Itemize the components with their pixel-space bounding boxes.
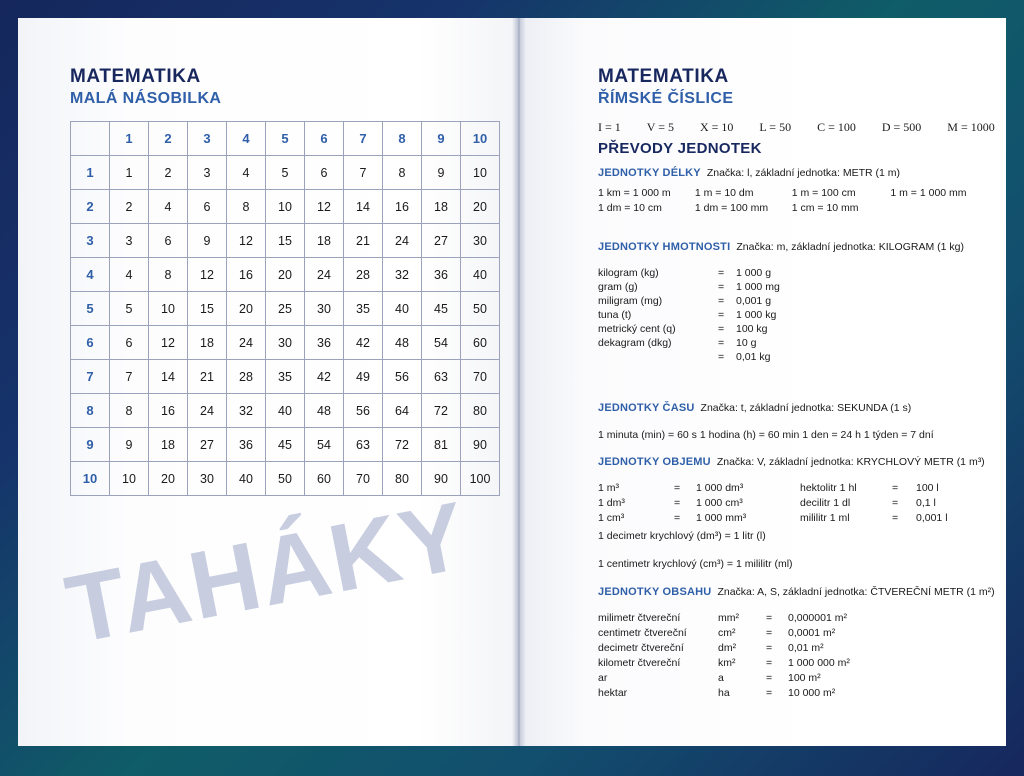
left-page-header — [70, 66, 221, 108]
mass-row — [598, 336, 998, 350]
volume-rows — [598, 481, 998, 572]
row-label: 5 — [71, 292, 110, 326]
table-row — [71, 224, 500, 258]
table-cell: 6 — [305, 156, 344, 190]
mass-value: 1 000 mg — [736, 281, 780, 293]
area-value: 0,01 m² — [788, 642, 824, 654]
table-cell: 5 — [266, 156, 305, 190]
area-value: 100 m² — [788, 672, 821, 684]
table-corner-cell — [71, 122, 110, 156]
length-cell: 1 km = 1 000 m — [598, 187, 671, 199]
mass-note: Značka: m, základní jednotka: KILOGRAM (1 kg) — [736, 241, 964, 253]
mass-equals: = — [718, 337, 725, 349]
table-header-row — [71, 122, 500, 156]
mass-row — [598, 266, 998, 280]
volume-row — [598, 481, 998, 496]
mass-equals: = — [718, 281, 725, 293]
length-block — [598, 166, 998, 216]
roman-numeral: D = 500 — [881, 120, 922, 134]
table-cell: 16 — [149, 394, 188, 428]
left-page — [18, 18, 518, 746]
volume-block — [598, 455, 998, 572]
table-cell: 63 — [422, 360, 461, 394]
roman-numeral: I = 1 — [598, 120, 621, 134]
left-page-subtitle: MALÁ NÁSOBILKA — [70, 90, 222, 107]
mass-value: 1 000 g — [736, 267, 772, 279]
area-unit-symbol: ha — [718, 687, 730, 699]
mass-value: 100 kg — [736, 323, 768, 335]
area-equals: = — [766, 687, 773, 699]
area-unit-symbol: km² — [718, 657, 736, 669]
length-cell: 1 dm = 10 cm — [598, 202, 662, 214]
table-cell: 24 — [188, 394, 227, 428]
table-cell: 50 — [266, 462, 305, 496]
table-cell: 8 — [110, 394, 149, 428]
mass-row — [598, 322, 998, 336]
table-cell: 80 — [461, 394, 500, 428]
row-label: 7 — [71, 360, 110, 394]
area-unit-symbol: cm² — [718, 627, 736, 639]
table-cell: 24 — [305, 258, 344, 292]
volume-equals-2: = — [892, 497, 899, 509]
table-cell: 9 — [188, 224, 227, 258]
area-value: 0,000001 m² — [788, 612, 847, 624]
table-cell: 20 — [461, 190, 500, 224]
table-cell: 18 — [422, 190, 461, 224]
table-cell: 7 — [110, 360, 149, 394]
area-equals: = — [766, 612, 773, 624]
area-value: 10 000 m² — [788, 687, 836, 699]
mass-row — [598, 308, 998, 322]
table-cell: 1 — [110, 156, 149, 190]
mass-heading-row — [598, 240, 998, 254]
table-cell: 80 — [383, 462, 422, 496]
area-unit-name: kilometr čtvereční — [598, 657, 681, 669]
table-header-cell: 7 — [344, 122, 383, 156]
mass-rows — [598, 266, 998, 364]
table-cell: 3 — [188, 156, 227, 190]
table-cell: 6 — [188, 190, 227, 224]
table-cell: 32 — [383, 258, 422, 292]
table-cell: 72 — [422, 394, 461, 428]
mass-value: 0,001 g — [736, 295, 772, 307]
mass-unit: miligram (mg) — [598, 295, 663, 307]
table-cell: 40 — [266, 394, 305, 428]
table-cell: 9 — [110, 428, 149, 462]
table-cell: 4 — [149, 190, 188, 224]
table-cell: 18 — [188, 326, 227, 360]
table-cell: 27 — [188, 428, 227, 462]
table-header-cell: 4 — [227, 122, 266, 156]
row-label: 8 — [71, 394, 110, 428]
table-cell: 40 — [461, 258, 500, 292]
length-heading-row — [598, 166, 998, 180]
table-cell: 8 — [383, 156, 422, 190]
conversions-title: PŘEVODY JEDNOTEK — [598, 140, 762, 157]
table-cell: 8 — [149, 258, 188, 292]
mass-row — [598, 280, 998, 294]
mass-equals: = — [718, 309, 725, 321]
volume-equals-2: = — [892, 482, 899, 494]
roman-numeral: M = 1000 — [947, 120, 995, 134]
table-header-cell: 10 — [461, 122, 500, 156]
table-cell: 15 — [266, 224, 305, 258]
table-cell: 6 — [110, 326, 149, 360]
mass-heading: JEDNOTKY HMOTNOSTI — [598, 241, 731, 253]
table-cell: 14 — [344, 190, 383, 224]
table-cell: 30 — [188, 462, 227, 496]
table-cell: 49 — [344, 360, 383, 394]
table-cell: 20 — [149, 462, 188, 496]
roman-numeral: C = 100 — [817, 120, 856, 134]
page-spread — [18, 18, 1006, 746]
table-cell: 10 — [266, 190, 305, 224]
left-page-title: MATEMATIKA — [70, 66, 201, 87]
table-cell: 8 — [227, 190, 266, 224]
watermark-text: TAHÁKY — [58, 481, 477, 665]
table-row — [71, 190, 500, 224]
length-rows — [598, 186, 998, 216]
length-cell: 1 m = 100 cm — [791, 187, 856, 199]
mass-equals: = — [718, 351, 725, 363]
table-cell: 54 — [305, 428, 344, 462]
row-label: 2 — [71, 190, 110, 224]
mass-block — [598, 240, 998, 364]
area-unit-name: decimetr čtvereční — [598, 642, 684, 654]
table-cell: 63 — [344, 428, 383, 462]
table-cell: 24 — [383, 224, 422, 258]
volume-unit: 1 m³ — [598, 482, 619, 494]
table-cell: 45 — [422, 292, 461, 326]
roman-numeral: X = 10 — [699, 120, 734, 134]
table-cell: 10 — [149, 292, 188, 326]
table-row — [71, 360, 500, 394]
table-cell: 18 — [305, 224, 344, 258]
area-equals: = — [766, 657, 773, 669]
volume-note: Značka: V, základní jednotka: KRYCHLOVÝ METR (1 m³) — [716, 456, 985, 468]
table-header-cell: 2 — [149, 122, 188, 156]
table-cell: 25 — [266, 292, 305, 326]
area-row — [598, 611, 998, 626]
area-block — [598, 585, 998, 701]
table-cell: 36 — [422, 258, 461, 292]
area-row — [598, 626, 998, 641]
mass-unit: dekagram (dkg) — [598, 337, 672, 349]
length-cell: 1 m = 1 000 mm — [890, 187, 967, 199]
mass-row — [598, 350, 998, 364]
table-cell: 35 — [266, 360, 305, 394]
volume-note-line: 1 centimetr krychlový (cm³) = 1 mililitr (ml) — [598, 558, 793, 570]
area-unit-name: hektar — [598, 687, 628, 699]
table-header-cell: 1 — [110, 122, 149, 156]
area-rows — [598, 611, 998, 701]
volume-unit-2: decilitr 1 dl — [800, 497, 851, 509]
area-note: Značka: A, S, základní jednotka: ČTVEREČNÍ METR (1 m²) — [717, 586, 995, 598]
mass-value: 1 000 kg — [736, 309, 777, 321]
area-value: 0,0001 m² — [788, 627, 836, 639]
volume-value: 1 000 mm³ — [696, 512, 747, 524]
time-block — [598, 401, 998, 443]
table-cell: 70 — [461, 360, 500, 394]
volume-value: 1 000 dm³ — [696, 482, 744, 494]
table-cell: 28 — [227, 360, 266, 394]
mass-row — [598, 294, 998, 308]
table-cell: 56 — [383, 360, 422, 394]
table-cell: 54 — [422, 326, 461, 360]
right-page-title: MATEMATIKA — [598, 66, 729, 87]
table-cell: 81 — [422, 428, 461, 462]
volume-note-line: 1 decimetr krychlový (dm³) = 1 litr (l) — [598, 530, 766, 542]
length-note: Značka: l, základní jednotka: METR (1 m) — [706, 167, 900, 179]
table-header-cell: 3 — [188, 122, 227, 156]
area-unit-name: milimetr čtvereční — [598, 612, 681, 624]
table-cell: 64 — [383, 394, 422, 428]
length-heading: JEDNOTKY DÉLKY — [598, 167, 701, 179]
table-cell: 35 — [344, 292, 383, 326]
row-label: 10 — [71, 462, 110, 496]
table-cell: 60 — [305, 462, 344, 496]
mass-unit: metrický cent (q) — [598, 323, 676, 335]
time-heading: JEDNOTKY ČASU — [598, 402, 695, 414]
volume-heading: JEDNOTKY OBJEMU — [598, 456, 711, 468]
table-cell: 90 — [422, 462, 461, 496]
table-cell: 20 — [227, 292, 266, 326]
table-cell: 9 — [422, 156, 461, 190]
table-row — [71, 156, 500, 190]
table-cell: 100 — [461, 462, 500, 496]
area-unit-name: centimetr čtvereční — [598, 627, 687, 639]
table-cell: 2 — [149, 156, 188, 190]
table-cell: 72 — [383, 428, 422, 462]
time-line: 1 minuta (min) = 60 s 1 hodina (h) = 60 min 1 den = 24 h 1 týden = 7 dní — [598, 429, 934, 441]
mass-value: 0,01 kg — [736, 351, 771, 363]
volume-unit: 1 cm³ — [598, 512, 625, 524]
table-cell: 5 — [110, 292, 149, 326]
volume-row — [598, 496, 998, 511]
multiplication-table — [70, 121, 500, 496]
table-cell: 21 — [188, 360, 227, 394]
length-row — [598, 186, 998, 201]
area-unit-symbol: dm² — [718, 642, 737, 654]
volume-unit-2: mililitr 1 ml — [800, 512, 850, 524]
table-cell: 42 — [344, 326, 383, 360]
area-equals: = — [766, 672, 773, 684]
table-row — [71, 292, 500, 326]
table-cell: 2 — [110, 190, 149, 224]
area-unit-symbol: a — [718, 672, 724, 684]
volume-value-2: 0,1 l — [916, 497, 936, 509]
area-heading-row — [598, 585, 998, 599]
length-cell — [890, 201, 998, 216]
area-row — [598, 671, 998, 686]
table-cell: 16 — [383, 190, 422, 224]
table-cell: 18 — [149, 428, 188, 462]
area-row — [598, 656, 998, 671]
volume-heading-row — [598, 455, 998, 469]
area-row — [598, 686, 998, 701]
table-row — [71, 428, 500, 462]
page-gutter-shadow — [512, 18, 526, 746]
length-cell: 1 dm = 100 mm — [694, 202, 769, 214]
area-unit-symbol: mm² — [718, 612, 739, 624]
table-cell: 12 — [149, 326, 188, 360]
volume-value-2: 0,001 l — [916, 512, 948, 524]
roman-numerals-line — [598, 120, 1006, 135]
table-cell: 36 — [305, 326, 344, 360]
table-cell: 40 — [383, 292, 422, 326]
table-cell: 20 — [266, 258, 305, 292]
table-cell: 32 — [227, 394, 266, 428]
table-header-cell: 9 — [422, 122, 461, 156]
mass-unit — [598, 350, 718, 364]
table-cell: 7 — [344, 156, 383, 190]
table-cell: 24 — [227, 326, 266, 360]
volume-row — [598, 511, 998, 526]
table-cell: 12 — [188, 258, 227, 292]
area-equals: = — [766, 642, 773, 654]
table-cell: 30 — [266, 326, 305, 360]
length-cell: 1 m = 10 dm — [694, 187, 754, 199]
table-cell: 50 — [461, 292, 500, 326]
right-page-header — [598, 66, 733, 108]
mass-equals: = — [718, 323, 725, 335]
table-cell: 48 — [305, 394, 344, 428]
table-cell: 90 — [461, 428, 500, 462]
volume-unit: 1 dm³ — [598, 497, 625, 509]
volume-equals-2: = — [892, 512, 899, 524]
row-label: 1 — [71, 156, 110, 190]
volume-value-2: 100 l — [916, 482, 939, 494]
mass-unit: gram (g) — [598, 281, 638, 293]
table-row — [71, 326, 500, 360]
table-cell: 6 — [149, 224, 188, 258]
roman-numeral: L = 50 — [759, 120, 792, 134]
area-unit-name: ar — [598, 672, 608, 684]
row-label: 9 — [71, 428, 110, 462]
table-cell: 4 — [110, 258, 149, 292]
table-cell: 10 — [110, 462, 149, 496]
table-cell: 21 — [344, 224, 383, 258]
length-cell: 1 cm = 10 mm — [791, 202, 859, 214]
mass-equals: = — [718, 267, 725, 279]
table-cell: 30 — [305, 292, 344, 326]
volume-value: 1 000 cm³ — [696, 497, 743, 509]
table-header-cell: 8 — [383, 122, 422, 156]
volume-unit-2: hektolitr 1 hl — [800, 482, 857, 494]
area-equals: = — [766, 627, 773, 639]
right-page-subtitle: ŘÍMSKÉ ČÍSLICE — [598, 90, 734, 107]
table-cell: 12 — [305, 190, 344, 224]
row-label: 3 — [71, 224, 110, 258]
table-cell: 42 — [305, 360, 344, 394]
area-value: 1 000 000 m² — [788, 657, 850, 669]
table-header-cell: 5 — [266, 122, 305, 156]
table-cell: 4 — [227, 156, 266, 190]
table-cell: 3 — [110, 224, 149, 258]
right-page — [518, 18, 1006, 746]
area-heading: JEDNOTKY OBSAHU — [598, 586, 712, 598]
volume-equals: = — [674, 497, 681, 509]
mass-equals: = — [718, 295, 725, 307]
table-cell: 16 — [227, 258, 266, 292]
table-cell: 28 — [344, 258, 383, 292]
time-note: Značka: t, základní jednotka: SEKUNDA (1 s) — [700, 402, 912, 414]
mass-unit: tuna (t) — [598, 309, 632, 321]
table-cell: 15 — [188, 292, 227, 326]
table-cell: 70 — [344, 462, 383, 496]
area-row — [598, 641, 998, 656]
mass-value: 10 g — [736, 337, 757, 349]
table-cell: 14 — [149, 360, 188, 394]
table-cell: 10 — [461, 156, 500, 190]
row-label: 6 — [71, 326, 110, 360]
table-cell: 12 — [227, 224, 266, 258]
length-row — [598, 201, 998, 216]
roman-numeral: V = 5 — [646, 120, 674, 134]
volume-equals: = — [674, 482, 681, 494]
table-cell: 48 — [383, 326, 422, 360]
table-cell: 40 — [227, 462, 266, 496]
time-heading-row — [598, 401, 998, 415]
table-cell: 36 — [227, 428, 266, 462]
table-cell: 60 — [461, 326, 500, 360]
table-cell: 27 — [422, 224, 461, 258]
row-label: 4 — [71, 258, 110, 292]
table-cell: 45 — [266, 428, 305, 462]
volume-equals: = — [674, 512, 681, 524]
table-cell: 56 — [344, 394, 383, 428]
table-row — [71, 258, 500, 292]
table-cell: 30 — [461, 224, 500, 258]
table-body — [71, 156, 500, 496]
table-row — [71, 394, 500, 428]
table-header-cell: 6 — [305, 122, 344, 156]
mass-unit: kilogram (kg) — [598, 267, 659, 279]
